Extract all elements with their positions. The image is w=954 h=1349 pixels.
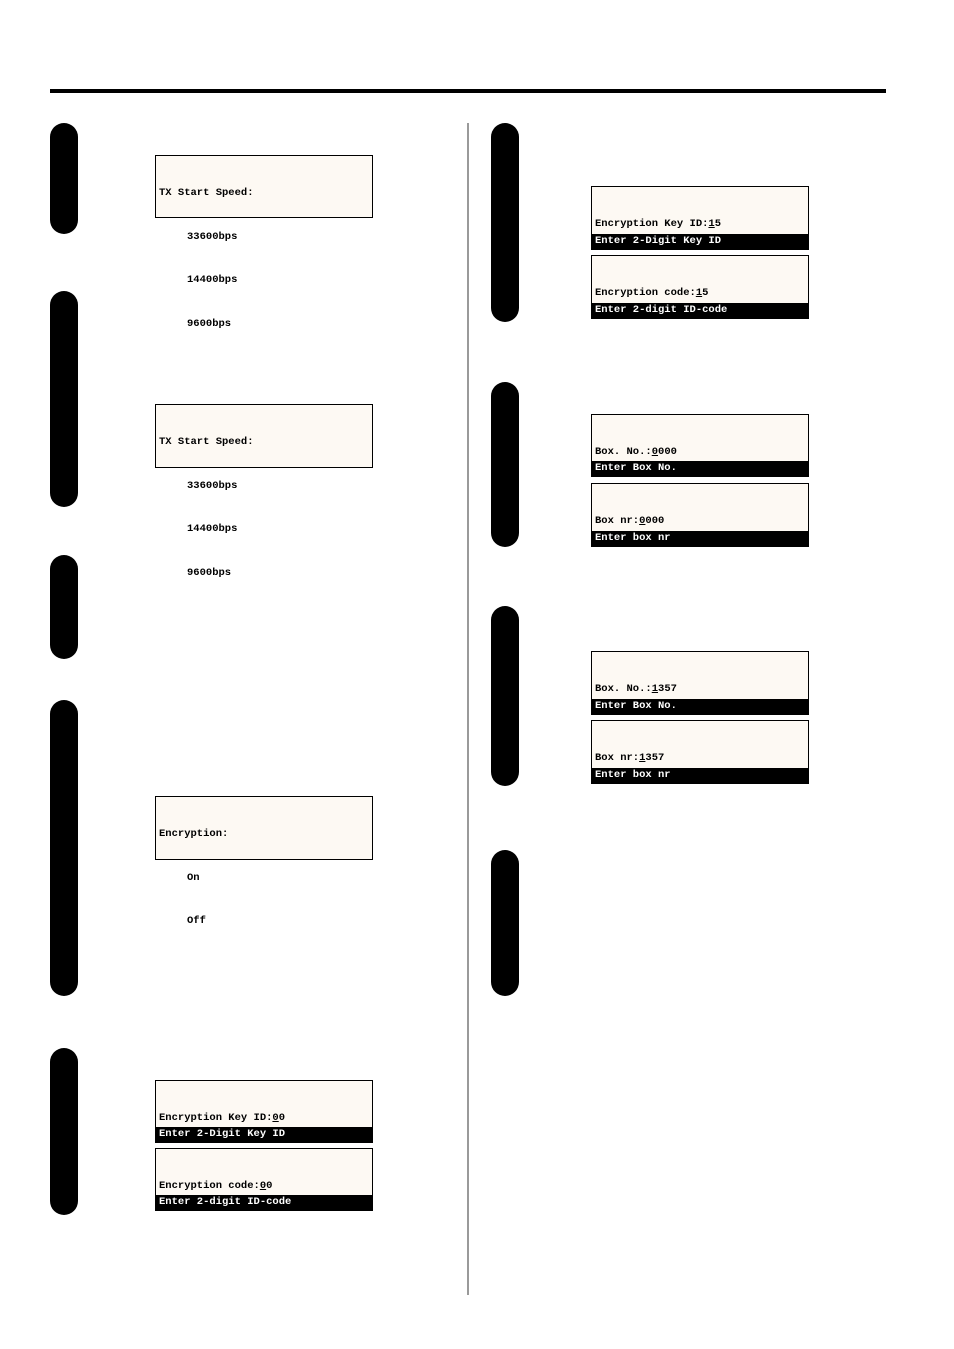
lcd-footer: Enter 2-Digit Key ID — [156, 1127, 372, 1142]
lcd-entry-line — [595, 217, 805, 232]
lcd-key-id-entered — [591, 186, 809, 250]
lcd-box-no-entered — [591, 651, 809, 715]
lcd-box-no-default — [591, 414, 809, 477]
lcd-footer: Enter 2-digit ID-code — [592, 303, 808, 318]
column-divider — [467, 123, 469, 1295]
lcd-cursor-digit: 0 — [259, 1180, 267, 1192]
lcd-option: On — [187, 871, 200, 884]
step-marker-3 — [50, 555, 78, 659]
lcd-option: 14400bps — [187, 274, 238, 286]
lcd-footer: Enter 2-digit ID-code — [156, 1195, 372, 1210]
lcd-option: Off — [187, 915, 206, 927]
lcd-label: Encryption Key ID: — [595, 218, 709, 230]
lcd-footer: Enter box nr — [592, 768, 808, 783]
lcd-cursor-digit: 0 — [651, 446, 659, 458]
lcd-label: Box nr: — [595, 515, 640, 527]
lcd-entry-line — [159, 1179, 369, 1194]
lcd-tx-start-speed-2 — [155, 404, 373, 579]
lcd-entry-line — [595, 751, 805, 766]
lcd-footer: Enter Box No. — [592, 461, 808, 476]
lcd-label: Box. No.: — [595, 446, 652, 458]
step-marker-6 — [491, 123, 519, 322]
lcd-option: 33600bps — [187, 230, 238, 243]
step-marker-4 — [50, 700, 78, 996]
lcd-title: TX Start Speed: — [159, 187, 254, 199]
lcd-label: Encryption code: — [159, 1180, 260, 1192]
lcd-value-rest: 5 — [714, 218, 722, 230]
lcd-entry-line — [595, 286, 805, 301]
lcd-title: TX Start Speed: — [159, 436, 254, 448]
lcd-label: Encryption code: — [595, 287, 696, 299]
lcd-label: Encryption Key ID: — [159, 1112, 273, 1124]
lcd-cursor-digit: 1 — [708, 218, 715, 230]
lcd-option: 9600bps — [187, 317, 232, 330]
step-marker-9 — [491, 850, 519, 996]
lcd-box-nr-entered — [591, 720, 809, 784]
lcd-code-default — [155, 1148, 373, 1211]
lcd-key-id-default — [155, 1080, 373, 1143]
lcd-cursor-digit: 1 — [639, 752, 646, 764]
lcd-value-rest: 0 — [278, 1112, 286, 1124]
step-marker-5 — [50, 1048, 78, 1215]
lcd-cursor-digit: 1 — [651, 683, 659, 695]
lcd-entry-line — [595, 682, 805, 697]
step-marker-2 — [50, 291, 78, 507]
lcd-footer: Enter Box No. — [592, 699, 808, 714]
lcd-title: Encryption: — [159, 828, 229, 840]
lcd-entry-line — [159, 1111, 369, 1126]
lcd-value-rest: 5 — [702, 287, 709, 299]
lcd-value-rest: 0 — [266, 1180, 273, 1192]
lcd-encryption — [155, 796, 373, 927]
lcd-cursor-digit: 0 — [272, 1112, 279, 1124]
lcd-entry-line — [595, 445, 805, 460]
lcd-value-rest: 000 — [658, 446, 677, 458]
step-marker-8 — [491, 606, 519, 786]
top-rule — [50, 89, 886, 93]
step-marker-7 — [491, 382, 519, 547]
lcd-label: Box. No.: — [595, 683, 652, 695]
lcd-value-rest: 000 — [645, 515, 665, 527]
lcd-value-rest: 357 — [645, 752, 665, 764]
lcd-entry-line — [595, 514, 805, 529]
lcd-footer: Enter box nr — [592, 531, 808, 546]
lcd-code-entered — [591, 255, 809, 319]
lcd-label: Box nr: — [595, 752, 640, 764]
lcd-footer: Enter 2-Digit Key ID — [592, 234, 808, 249]
lcd-option: 9600bps — [187, 566, 232, 579]
lcd-cursor-digit: 1 — [695, 287, 703, 299]
lcd-option: 14400bps — [187, 523, 238, 535]
lcd-value-rest: 357 — [658, 683, 677, 695]
lcd-box-nr-default — [591, 483, 809, 547]
step-marker-1 — [50, 123, 78, 234]
lcd-tx-start-speed-1 — [155, 155, 373, 330]
lcd-cursor-digit: 0 — [639, 515, 646, 527]
lcd-option: 33600bps — [187, 479, 238, 492]
